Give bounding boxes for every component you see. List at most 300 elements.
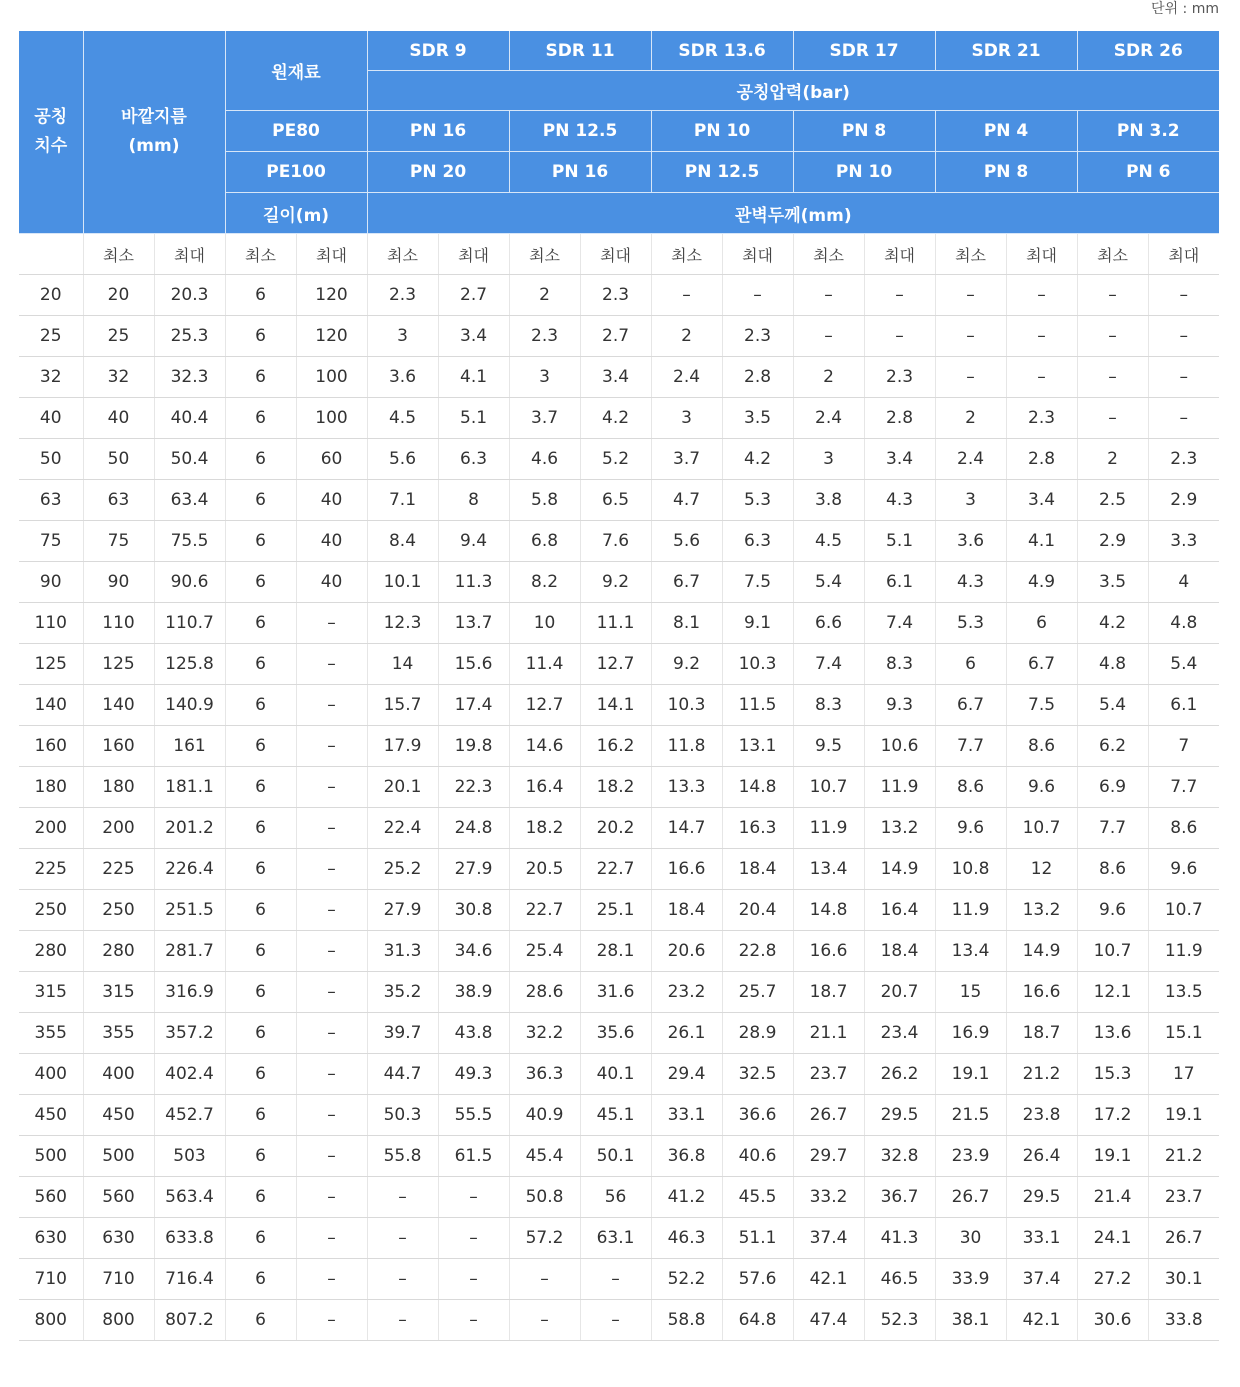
table-cell: 33.2 [793, 1177, 864, 1218]
table-cell: 2.3 [580, 275, 651, 316]
table-cell: 3.7 [509, 398, 580, 439]
table-cell: 44.7 [367, 1054, 438, 1095]
table-cell: 2.4 [651, 357, 722, 398]
table-cell: – [296, 726, 367, 767]
table-cell: 2.5 [1077, 480, 1148, 521]
table-cell: 15.1 [1148, 1013, 1219, 1054]
table-cell: – [935, 275, 1006, 316]
table-cell: 25.1 [580, 890, 651, 931]
header-pe80-pn: PN 10 [651, 111, 793, 152]
table-cell: 18.4 [864, 931, 935, 972]
table-cell: – [1077, 398, 1148, 439]
table-row [19, 562, 1219, 603]
table-cell: 2.9 [1077, 521, 1148, 562]
table-cell: 16.3 [722, 808, 793, 849]
table-cell: 21.2 [1148, 1136, 1219, 1177]
table-cell: – [1006, 316, 1077, 357]
nominal-size-cell: 50 [19, 439, 83, 480]
table-row [19, 603, 1219, 644]
header-sdr: SDR 13.6 [651, 31, 793, 71]
nominal-size-cell: 560 [19, 1177, 83, 1218]
table-cell: 26.7 [1148, 1218, 1219, 1259]
table-row [19, 890, 1219, 931]
table-cell: 32 [83, 357, 154, 398]
table-cell: 9.5 [793, 726, 864, 767]
table-cell: 22.7 [509, 890, 580, 931]
table-cell: 160 [83, 726, 154, 767]
table-cell: 161 [154, 726, 225, 767]
table-cell: 4.7 [651, 480, 722, 521]
table-cell: 120 [296, 316, 367, 357]
table-cell: 9.2 [580, 562, 651, 603]
table-cell: 633.8 [154, 1218, 225, 1259]
table-cell: – [367, 1218, 438, 1259]
table-cell: 2.3 [367, 275, 438, 316]
table-cell: 7.4 [793, 644, 864, 685]
table-cell: 16.4 [509, 767, 580, 808]
header-sdr: SDR 11 [509, 31, 651, 71]
table-cell: 3 [651, 398, 722, 439]
table-cell: 15 [935, 972, 1006, 1013]
table-cell: 20.4 [722, 890, 793, 931]
min-label: 최소 [1077, 234, 1148, 275]
table-cell: 27.9 [367, 890, 438, 931]
table-cell: 43.8 [438, 1013, 509, 1054]
table-cell: 16.4 [864, 890, 935, 931]
table-cell: 16.6 [651, 849, 722, 890]
table-cell: 13.4 [935, 931, 1006, 972]
table-cell: 10.8 [935, 849, 1006, 890]
table-row [19, 808, 1219, 849]
table-cell: 2.8 [1006, 439, 1077, 480]
table-cell: 503 [154, 1136, 225, 1177]
table-cell: 17.2 [1077, 1095, 1148, 1136]
table-cell: 6 [225, 480, 296, 521]
blank-cell [19, 234, 83, 275]
table-cell: 8.3 [793, 685, 864, 726]
table-cell: – [296, 1177, 367, 1218]
table-cell: – [438, 1300, 509, 1341]
table-cell: 32.2 [509, 1013, 580, 1054]
table-row [19, 1136, 1219, 1177]
max-label: 최대 [1148, 234, 1219, 275]
table-cell: 6 [225, 767, 296, 808]
table-cell: 225 [83, 849, 154, 890]
table-cell: 26.4 [1006, 1136, 1077, 1177]
table-header [19, 31, 1219, 234]
table-cell: 39.7 [367, 1013, 438, 1054]
table-cell: 10.7 [1077, 931, 1148, 972]
table-row [19, 767, 1219, 808]
table-cell: 110 [83, 603, 154, 644]
table-cell: 33.1 [651, 1095, 722, 1136]
table-cell: 10.3 [722, 644, 793, 685]
table-cell: 19.1 [935, 1054, 1006, 1095]
table-cell: 2 [509, 275, 580, 316]
header-pe100: PE100 [225, 152, 367, 193]
table-cell: 6.3 [722, 521, 793, 562]
table-cell: 13.5 [1148, 972, 1219, 1013]
max-label: 최대 [438, 234, 509, 275]
table-cell: 3.6 [367, 357, 438, 398]
table-cell: 630 [83, 1218, 154, 1259]
table-cell: 2.4 [935, 439, 1006, 480]
min-label: 최소 [651, 234, 722, 275]
table-row [19, 1177, 1219, 1218]
table-cell: 5.4 [1148, 644, 1219, 685]
table-cell: 26.7 [935, 1177, 1006, 1218]
table-cell: 14.9 [1006, 931, 1077, 972]
table-cell: 57.2 [509, 1218, 580, 1259]
table-cell: 20 [83, 275, 154, 316]
max-label: 최대 [580, 234, 651, 275]
table-cell: 3.3 [1148, 521, 1219, 562]
table-cell: 8.4 [367, 521, 438, 562]
table-cell: 6 [225, 521, 296, 562]
table-cell: 120 [296, 275, 367, 316]
table-cell: 13.1 [722, 726, 793, 767]
nominal-size-cell: 63 [19, 480, 83, 521]
table-cell: – [1148, 275, 1219, 316]
table-cell: – [1148, 398, 1219, 439]
nominal-size-cell: 400 [19, 1054, 83, 1095]
table-cell: 31.3 [367, 931, 438, 972]
table-cell: 28.6 [509, 972, 580, 1013]
table-cell: 22.4 [367, 808, 438, 849]
table-row [19, 398, 1219, 439]
table-cell: – [296, 931, 367, 972]
nominal-size-cell: 40 [19, 398, 83, 439]
table-cell: 13.6 [1077, 1013, 1148, 1054]
header-pe100-pn: PN 6 [1077, 152, 1219, 193]
table-cell: 710 [83, 1259, 154, 1300]
table-cell: – [296, 808, 367, 849]
table-cell: 4.5 [793, 521, 864, 562]
table-cell: 17.4 [438, 685, 509, 726]
table-cell: 11.3 [438, 562, 509, 603]
nominal-size-cell: 315 [19, 972, 83, 1013]
table-cell: 75.5 [154, 521, 225, 562]
header-pe80-pn: PN 8 [793, 111, 935, 152]
table-cell: 52.2 [651, 1259, 722, 1300]
table-cell: 402.4 [154, 1054, 225, 1095]
table-cell: – [1006, 275, 1077, 316]
table-cell: 5.3 [935, 603, 1006, 644]
table-cell: 18.2 [580, 767, 651, 808]
table-cell: 6 [225, 849, 296, 890]
table-cell: 4.2 [580, 398, 651, 439]
table-cell: 34.6 [438, 931, 509, 972]
table-cell: 38.9 [438, 972, 509, 1013]
table-cell: 3 [793, 439, 864, 480]
table-cell: 9.6 [1077, 890, 1148, 931]
table-cell: 6 [225, 275, 296, 316]
table-cell: 7.7 [935, 726, 1006, 767]
table-cell: – [509, 1259, 580, 1300]
table-cell: 6 [225, 1136, 296, 1177]
table-cell: 35.2 [367, 972, 438, 1013]
table-cell: 30.6 [1077, 1300, 1148, 1341]
table-cell: 11.9 [864, 767, 935, 808]
table-cell: 6 [225, 890, 296, 931]
table-cell: 4.9 [1006, 562, 1077, 603]
table-cell: 40.1 [580, 1054, 651, 1095]
table-cell: – [367, 1259, 438, 1300]
table-cell: 6 [225, 1177, 296, 1218]
table-cell: 33.1 [1006, 1218, 1077, 1259]
table-cell: 29.5 [864, 1095, 935, 1136]
table-cell: 5.6 [651, 521, 722, 562]
table-cell: – [296, 1136, 367, 1177]
table-cell: 180 [83, 767, 154, 808]
table-cell: 51.1 [722, 1218, 793, 1259]
table-cell: 19.1 [1148, 1095, 1219, 1136]
header-sdr: SDR 17 [793, 31, 935, 71]
table-cell: 17 [1148, 1054, 1219, 1095]
header-wall-thickness: 관벽두께(mm) [367, 193, 1219, 234]
table-cell: 800 [83, 1300, 154, 1341]
table-cell: – [935, 357, 1006, 398]
table-cell: 90 [83, 562, 154, 603]
table-cell: 6 [935, 644, 1006, 685]
header-pe100-pn: PN 20 [367, 152, 509, 193]
table-cell: 2.9 [1148, 480, 1219, 521]
table-cell: 4.5 [367, 398, 438, 439]
table-cell: 23.7 [793, 1054, 864, 1095]
table-cell: 23.4 [864, 1013, 935, 1054]
table-cell: 57.6 [722, 1259, 793, 1300]
table-cell: 11.9 [1148, 931, 1219, 972]
table-cell: 6.7 [935, 685, 1006, 726]
table-row [19, 275, 1219, 316]
table-cell: 13.2 [864, 808, 935, 849]
table-cell: – [580, 1259, 651, 1300]
table-cell: – [438, 1177, 509, 1218]
table-cell: 8.6 [1077, 849, 1148, 890]
nominal-size-cell: 140 [19, 685, 83, 726]
table-row [19, 1218, 1219, 1259]
table-cell: 10.1 [367, 562, 438, 603]
table-row [19, 316, 1219, 357]
table-cell: 8 [438, 480, 509, 521]
table-cell: 32.5 [722, 1054, 793, 1095]
header-pe80-pn: PN 4 [935, 111, 1077, 152]
max-label: 최대 [1006, 234, 1077, 275]
table-cell: 50 [83, 439, 154, 480]
table-cell: 4.2 [722, 439, 793, 480]
table-cell: 47.4 [793, 1300, 864, 1341]
nominal-size-cell: 90 [19, 562, 83, 603]
table-cell: 18.7 [1006, 1013, 1077, 1054]
table-cell: 6 [225, 931, 296, 972]
table-cell: 16.9 [935, 1013, 1006, 1054]
table-cell: 200 [83, 808, 154, 849]
table-cell: – [793, 275, 864, 316]
table-cell: – [722, 275, 793, 316]
header-pe80-pn: PN 3.2 [1077, 111, 1219, 152]
header-outer-diameter: 바깥지름 (mm) [83, 31, 225, 234]
table-cell: 125.8 [154, 644, 225, 685]
table-cell: 12.7 [580, 644, 651, 685]
table-cell: – [864, 316, 935, 357]
table-cell: 40.9 [509, 1095, 580, 1136]
table-row [19, 972, 1219, 1013]
table-cell: 6 [225, 1300, 296, 1341]
header-nominal-size: 공칭 치수 [19, 31, 83, 234]
table-cell: 25.2 [367, 849, 438, 890]
table-cell: 27.9 [438, 849, 509, 890]
table-cell: 6.9 [1077, 767, 1148, 808]
table-cell: 6.7 [1006, 644, 1077, 685]
table-cell: – [793, 316, 864, 357]
table-cell: 33.8 [1148, 1300, 1219, 1341]
nominal-size-cell: 630 [19, 1218, 83, 1259]
table-cell: 6 [225, 972, 296, 1013]
table-row [19, 357, 1219, 398]
table-cell: 140.9 [154, 685, 225, 726]
table-cell: 28.1 [580, 931, 651, 972]
table-cell: 6 [225, 357, 296, 398]
table-cell: 14.1 [580, 685, 651, 726]
table-cell: 4.2 [1077, 603, 1148, 644]
table-cell: 19.8 [438, 726, 509, 767]
table-cell: 3.5 [722, 398, 793, 439]
header-pe100-pn: PN 16 [509, 152, 651, 193]
table-row [19, 685, 1219, 726]
table-cell: 28.9 [722, 1013, 793, 1054]
table-cell: 3.4 [438, 316, 509, 357]
pipe-spec-table [19, 31, 1219, 1341]
table-cell: 20.1 [367, 767, 438, 808]
nominal-size-cell: 160 [19, 726, 83, 767]
table-cell: 4.1 [1006, 521, 1077, 562]
table-cell: 5.6 [367, 439, 438, 480]
table-cell: 12.3 [367, 603, 438, 644]
table-cell: 6 [225, 808, 296, 849]
table-cell: 17.9 [367, 726, 438, 767]
table-cell: 2.3 [509, 316, 580, 357]
header-pe80: PE80 [225, 111, 367, 152]
table-cell: 7.1 [367, 480, 438, 521]
table-cell: 8.6 [1148, 808, 1219, 849]
table-cell: 42.1 [793, 1259, 864, 1300]
table-cell: 6 [225, 1095, 296, 1136]
nominal-size-cell: 180 [19, 767, 83, 808]
table-cell: 6 [225, 603, 296, 644]
min-label: 최소 [793, 234, 864, 275]
header-pressure: 공칭압력(bar) [367, 71, 1219, 111]
table-cell: 6.7 [651, 562, 722, 603]
table-cell: 355 [83, 1013, 154, 1054]
header-length: 길이(m) [225, 193, 367, 234]
table-cell: 5.4 [1077, 685, 1148, 726]
table-cell: 20.7 [864, 972, 935, 1013]
table-cell: 807.2 [154, 1300, 225, 1341]
table-cell: 14.7 [651, 808, 722, 849]
table-cell: 15.3 [1077, 1054, 1148, 1095]
table-cell: 36.7 [864, 1177, 935, 1218]
table-cell: 24.1 [1077, 1218, 1148, 1259]
table-cell: 4.1 [438, 357, 509, 398]
table-cell: – [296, 972, 367, 1013]
table-row [19, 439, 1219, 480]
table-cell: 25 [83, 316, 154, 357]
table-cell: 4.8 [1077, 644, 1148, 685]
max-label: 최대 [864, 234, 935, 275]
table-cell: 6.5 [580, 480, 651, 521]
table-cell: 10.7 [1148, 890, 1219, 931]
table-cell: 40 [296, 480, 367, 521]
nominal-size-cell: 25 [19, 316, 83, 357]
table-cell: 2.3 [1006, 398, 1077, 439]
table-cell: – [296, 767, 367, 808]
table-row [19, 1013, 1219, 1054]
table-row [19, 849, 1219, 890]
table-cell: 32.8 [864, 1136, 935, 1177]
table-cell: 560 [83, 1177, 154, 1218]
table-row [19, 480, 1219, 521]
table-cell: 6.1 [1148, 685, 1219, 726]
table-cell: 9.2 [651, 644, 722, 685]
table-cell: 75 [83, 521, 154, 562]
table-cell: 25.4 [509, 931, 580, 972]
table-cell: 20.6 [651, 931, 722, 972]
table-cell: – [296, 1218, 367, 1259]
table-cell: 10.6 [864, 726, 935, 767]
table-cell: – [296, 685, 367, 726]
table-cell: 2.8 [722, 357, 793, 398]
table-cell: 6 [225, 726, 296, 767]
table-cell: 52.3 [864, 1300, 935, 1341]
table-cell: 41.2 [651, 1177, 722, 1218]
table-row [19, 1095, 1219, 1136]
table-cell: 29.5 [1006, 1177, 1077, 1218]
table-cell: 45.1 [580, 1095, 651, 1136]
table-cell: 15.7 [367, 685, 438, 726]
table-cell: 90.6 [154, 562, 225, 603]
table-cell: 23.2 [651, 972, 722, 1013]
table-cell: 9.4 [438, 521, 509, 562]
table-cell: – [296, 1259, 367, 1300]
table-cell: 32.3 [154, 357, 225, 398]
table-cell: 21.2 [1006, 1054, 1077, 1095]
table-cell: 13.4 [793, 849, 864, 890]
table-cell: 125 [83, 644, 154, 685]
table-cell: 4 [1148, 562, 1219, 603]
nominal-size-cell: 450 [19, 1095, 83, 1136]
table-cell: 2 [1077, 439, 1148, 480]
table-cell: 8.2 [509, 562, 580, 603]
table-cell: – [1077, 275, 1148, 316]
max-label: 최대 [296, 234, 367, 275]
table-cell: 15.6 [438, 644, 509, 685]
header-pe100-pn: PN 12.5 [651, 152, 793, 193]
table-cell: 4.3 [935, 562, 1006, 603]
table-cell: 31.6 [580, 972, 651, 1013]
table-body [19, 234, 1219, 1341]
table-cell: 110.7 [154, 603, 225, 644]
table-cell: – [296, 1300, 367, 1341]
table-cell: – [296, 849, 367, 890]
table-cell: 26.2 [864, 1054, 935, 1095]
table-cell: 22.8 [722, 931, 793, 972]
min-label: 최소 [83, 234, 154, 275]
table-cell: 6.8 [509, 521, 580, 562]
table-cell: 46.3 [651, 1218, 722, 1259]
table-cell: 251.5 [154, 890, 225, 931]
table-cell: 3 [935, 480, 1006, 521]
table-cell: 452.7 [154, 1095, 225, 1136]
